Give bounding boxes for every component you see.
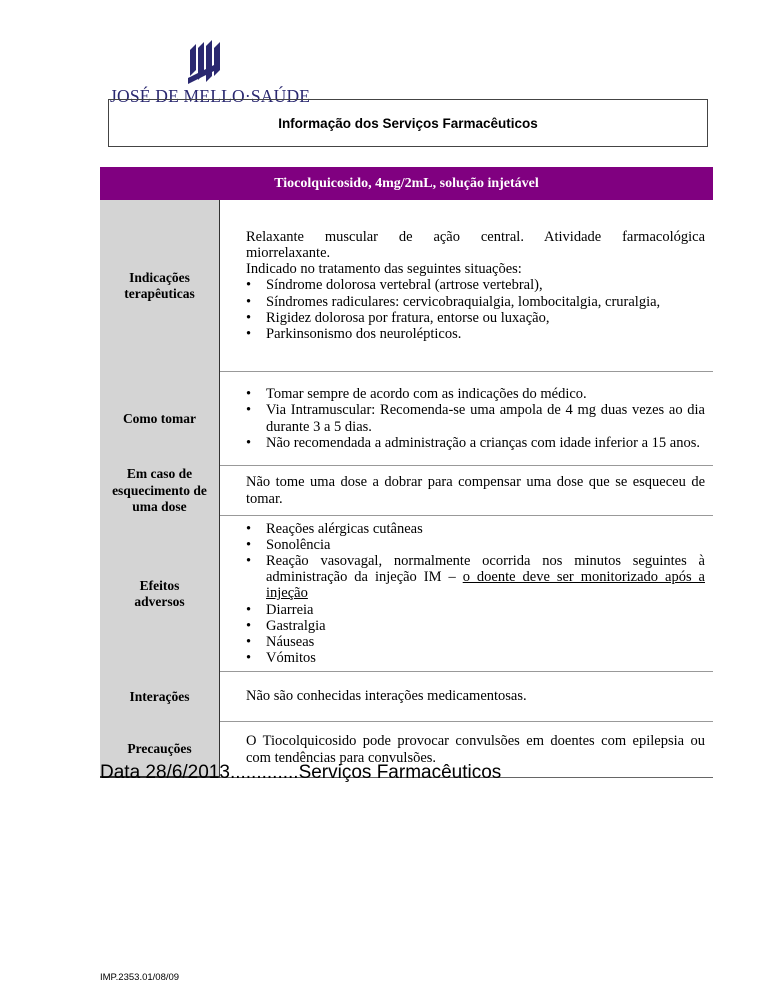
label-interacoes: Interações	[100, 672, 220, 722]
table-title-bar	[100, 167, 713, 200]
content-esquecimento	[220, 466, 713, 516]
list-item: • Gastralgia	[246, 618, 705, 634]
content-indicacoes	[220, 200, 713, 372]
list-item: • Diarreia	[246, 602, 705, 618]
list-item: • Rigidez dolorosa por fratura, entorse ou luxação,	[246, 310, 705, 326]
list-item	[246, 553, 705, 602]
list-item: • Não recomendada a administração a crianças com idade inferior a 15 anos.	[246, 435, 705, 451]
drug-info-table	[100, 167, 713, 778]
row-efeitos	[100, 516, 713, 672]
row-indicacoes	[100, 200, 713, 372]
form-code: IMP.2353.01/08/09	[100, 972, 180, 983]
indicacoes-list	[246, 277, 705, 342]
logo-wordmark: JOSÉ DE MELLO·SAÚDE	[110, 86, 311, 106]
footer-date-line: Data 28/6/2013.............Serviços Farmacêuticos	[100, 762, 502, 783]
label-como-tomar: Como tomar	[100, 372, 220, 466]
row-como-tomar	[100, 372, 713, 466]
intro-line-3: Indicado no tratamento das seguintes situações:	[246, 261, 522, 278]
list-item: • Sonolência	[246, 537, 705, 553]
list-item: • Vómitos	[246, 650, 705, 666]
list-item: • Tomar sempre de acordo com as indicações do médico.	[246, 386, 705, 402]
list-item: • Via Intramuscular: Recomenda-se uma ampola de 4 mg duas vezes ao dia durante 3 a 5 dias.	[246, 402, 705, 434]
drug-title: Tiocolquicosido, 4mg/2mL, solução injetável	[274, 175, 539, 191]
label-precaucoes: Precauções	[100, 722, 220, 778]
esquecimento-text: Não tome uma dose a dobrar para compensar uma dose que se esqueceu de tomar.	[246, 474, 705, 507]
label-esquecimento: Em caso de esquecimento de uma dose	[100, 466, 220, 516]
list-item: • Reações alérgicas cutâneas	[246, 521, 705, 537]
content-efeitos	[220, 516, 713, 672]
intro-line-2: miorrelaxante.	[246, 244, 331, 261]
label-efeitos: Efeitos adversos	[100, 516, 220, 672]
list-item: • Parkinsonismo dos neurolépticos.	[246, 326, 705, 342]
list-item: • Náuseas	[246, 634, 705, 650]
label-indicacoes: Indicações terapêuticas	[100, 200, 220, 372]
content-interacoes	[220, 672, 713, 722]
list-item: • Síndrome dolorosa vertebral (artrose vertebral),	[246, 277, 705, 293]
company-logo	[110, 40, 310, 108]
como-tomar-list	[246, 386, 705, 451]
logo-mark-icon	[186, 40, 222, 86]
header-title: Informação dos Serviços Farmacêuticos	[278, 115, 538, 131]
row-esquecimento	[100, 466, 713, 516]
row-interacoes	[100, 672, 713, 722]
interacoes-text: Não são conhecidas interações medicamentosas.	[246, 688, 527, 705]
precaucoes-text: O Tiocolquicosido pode provocar convulsões em doentes com epilepsia ou com tendências para convulsões.	[246, 733, 705, 766]
monitorizar-warning: o doente deve ser monitorizado após a injeção	[266, 569, 705, 602]
content-como-tomar	[220, 372, 713, 466]
header-box	[108, 99, 708, 147]
list-item: • Síndromes radiculares: cervicobraquialgia, lombocitalgia, cruralgia,	[246, 294, 705, 310]
intro-line-1: Relaxante muscular de ação central. Atividade farmacológica	[246, 228, 705, 245]
reacao-vasovagal-text: Reação vasovagal, normalmente ocorrida nos minutos seguintes à administração da injeção IM –	[266, 552, 705, 586]
efeitos-list	[246, 521, 705, 667]
